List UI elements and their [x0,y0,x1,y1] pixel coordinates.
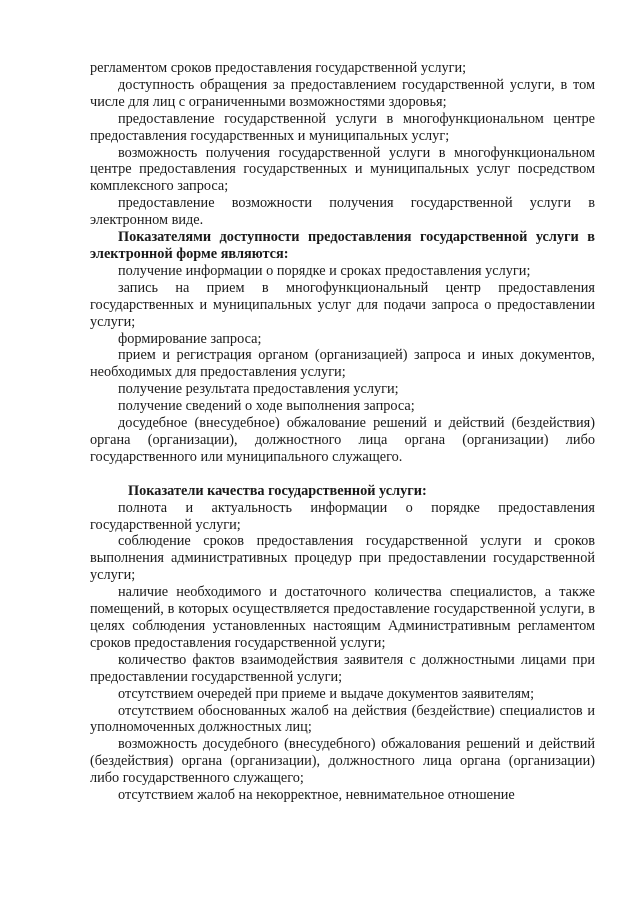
paragraph-info-completeness: полнота и актуальность информации о порядке предоставления государственной услуги; [90,499,595,533]
paragraph-result-receipt: получение результата предоставления услуги; [118,381,399,398]
paragraph-request-registration: прием и регистрация органом (организацией) запроса и иных документов, необходимых для предоставления услуги; [90,347,595,381]
paragraph-appeal-possibility: возможность досудебного (внесудебного) обжалования решений и действий (бездействия) органа (организации), должностного лица органа (организации) либо государственного служащего; [90,736,595,787]
paragraph-pretrial-appeal: досудебное (внесудебное) обжалование решений и действий (бездействия) органа (организации), должностного лица органа (организации) либо государственного или муниципального служащего. [90,415,595,465]
paragraph-electronic-form: предоставление возможности получения государственной услуги в электронном виде. [90,195,595,229]
paragraph-info-order-terms: получение информации о порядке и сроках предоставления услуги; [118,262,531,279]
paragraph-incorrect-attitude: отсутствием жалоб на некорректное, невнимательное отношение [118,787,515,804]
paragraph-continuation: регламентом сроков предоставления государственной услуги; [90,60,467,76]
paragraph-appointment-mfc: запись на прием в многофункциональный центр предоставления государственных и муниципальных услуг для подачи запроса о предоставлении услуги; [90,279,595,330]
paragraph-terms-compliance: соблюдение сроков предоставления государственной услуги и сроков выполнения административных процедур при предоставлении государственной услуги; [90,533,595,584]
heading-electronic-accessibility: Показателями доступности предоставления государственной услуги в электронной форме являются: [90,229,595,262]
paragraph-staff-premises: наличие необходимого и достаточного количества специалистов, а также помещений, в которых осуществляется предоставление государственной услуги, в целях соблюдения установленных настоящим Административным регламентом сроков предоставления государственной услуги; [90,584,595,651]
paragraph-complex-request: возможность получения государственной услуги в многофункциональном центре предоставления государственных и муниципальных услуг посредством комплексного запроса; [90,144,595,195]
paragraph-no-complaints: отсутствием обоснованных жалоб на действия (бездействие) специалистов и уполномоченных должностных лиц; [90,702,595,736]
document-body [90,60,595,804]
paragraph-no-queues: отсутствием очередей при приеме и выдаче документов заявителям; [118,685,535,702]
paragraph-request-forming: формирование запроса; [118,330,262,347]
paragraph-mfc-provision: предоставление государственной услуги в многофункциональном центре предоставления государственных и муниципальных услуг; [90,110,595,144]
paragraph-interaction-count: количество фактов взаимодействия заявителя с должностными лицами при предоставлении государственной услуги; [90,651,595,685]
paragraph-progress-info: получение сведений о ходе выполнения запроса; [118,398,415,415]
paragraph-accessibility-appeal: доступность обращения за предоставлением государственной услуги, в том числе для лиц с ограниченными возможностями здоровья; [90,76,595,110]
heading-quality-indicators: Показатели качества государственной услуги: [128,482,427,499]
